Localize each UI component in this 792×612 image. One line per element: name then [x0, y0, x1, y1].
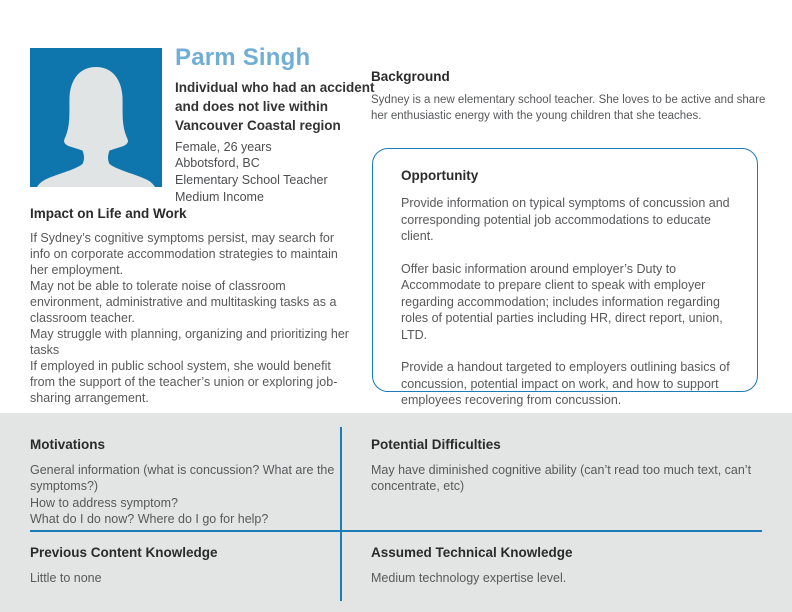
- motivation-line: How to address symptom?: [30, 495, 178, 510]
- opportunity-box: [372, 148, 758, 407]
- motivation-line: General information (what is concussion? What are the symptoms?): [30, 463, 335, 494]
- impact-line: If Sydney’s cognitive symptoms persist, may search for info on corporate accommodation strategies to maintain her employment.: [30, 231, 338, 277]
- vertical-divider: [340, 427, 342, 601]
- previous-content-knowledge-text: Little to none: [30, 571, 102, 585]
- persona-name: Parm Singh: [175, 44, 311, 71]
- identity-block: [175, 44, 375, 206]
- impact-heading: Impact on Life and Work: [30, 206, 187, 221]
- opportunity-paragraph: Provide information on typical symptoms of concussion and corresponding potential job accommodations to educate client.: [401, 196, 730, 243]
- previous-content-knowledge-section: [30, 545, 342, 586]
- impact-section: [30, 206, 356, 406]
- avatar: [30, 48, 162, 187]
- impact-line: If employed in public school system, she would benefit from the support of the teacher’s union or exploring job-sharing arrangement.: [30, 359, 338, 405]
- opportunity-paragraph: Provide a handout targeted to employers outlining basics of concussion, potential impact on work, and how to support employees recovering from concussion.: [401, 360, 730, 407]
- motivations-section: [30, 437, 342, 527]
- assumed-technical-knowledge-section: [371, 545, 771, 586]
- persona-details: [175, 140, 375, 205]
- persona-subtitle: Individual who had an accident and does not live within Vancouver Coastal region: [175, 80, 375, 133]
- persona-detail-occupation: Elementary School Teacher: [175, 172, 328, 187]
- impact-line: May struggle with planning, organizing and prioritizing her tasks: [30, 327, 349, 357]
- background-text: Sydney is a new elementary school teacher. She loves to be active and share her enthusiastic energy with the young children that she teaches.: [371, 94, 766, 123]
- person-silhouette-icon: [30, 48, 162, 187]
- motivations-heading: Motivations: [30, 437, 106, 452]
- assumed-technical-knowledge-text: Medium technology expertise level.: [371, 571, 567, 585]
- background-section: [371, 69, 781, 124]
- assumed-technical-knowledge-heading: Assumed Technical Knowledge: [371, 545, 573, 560]
- opportunity-paragraph: Offer basic information around employer’s Duty to Accommodate to prepare client to speak with employer regarding accommodation; includes information regarding roles of potential parties including HR, direct report, union, LTD.: [401, 261, 723, 342]
- background-heading: Background: [371, 69, 450, 84]
- impact-line: May not be able to tolerate noise of classroom environment, administrative and multitasking tasks as a classroom teacher.: [30, 279, 337, 325]
- horizontal-divider: [30, 530, 762, 532]
- potential-difficulties-section: [371, 437, 771, 495]
- persona-detail-gender-age: Female, 26 years: [175, 139, 272, 154]
- persona-detail-location: Abbotsford, BC: [175, 156, 260, 171]
- potential-difficulties-heading: Potential Difficulties: [371, 437, 501, 452]
- potential-difficulties-text: May have diminished cognitive ability (can’t read too much text, can’t concentrate, etc): [371, 463, 752, 494]
- previous-content-knowledge-heading: Previous Content Knowledge: [30, 545, 218, 560]
- motivation-line: What do I do now? Where do I go for help?: [30, 511, 269, 526]
- opportunity-heading: Opportunity: [401, 168, 479, 183]
- persona-detail-income: Medium Income: [175, 189, 264, 204]
